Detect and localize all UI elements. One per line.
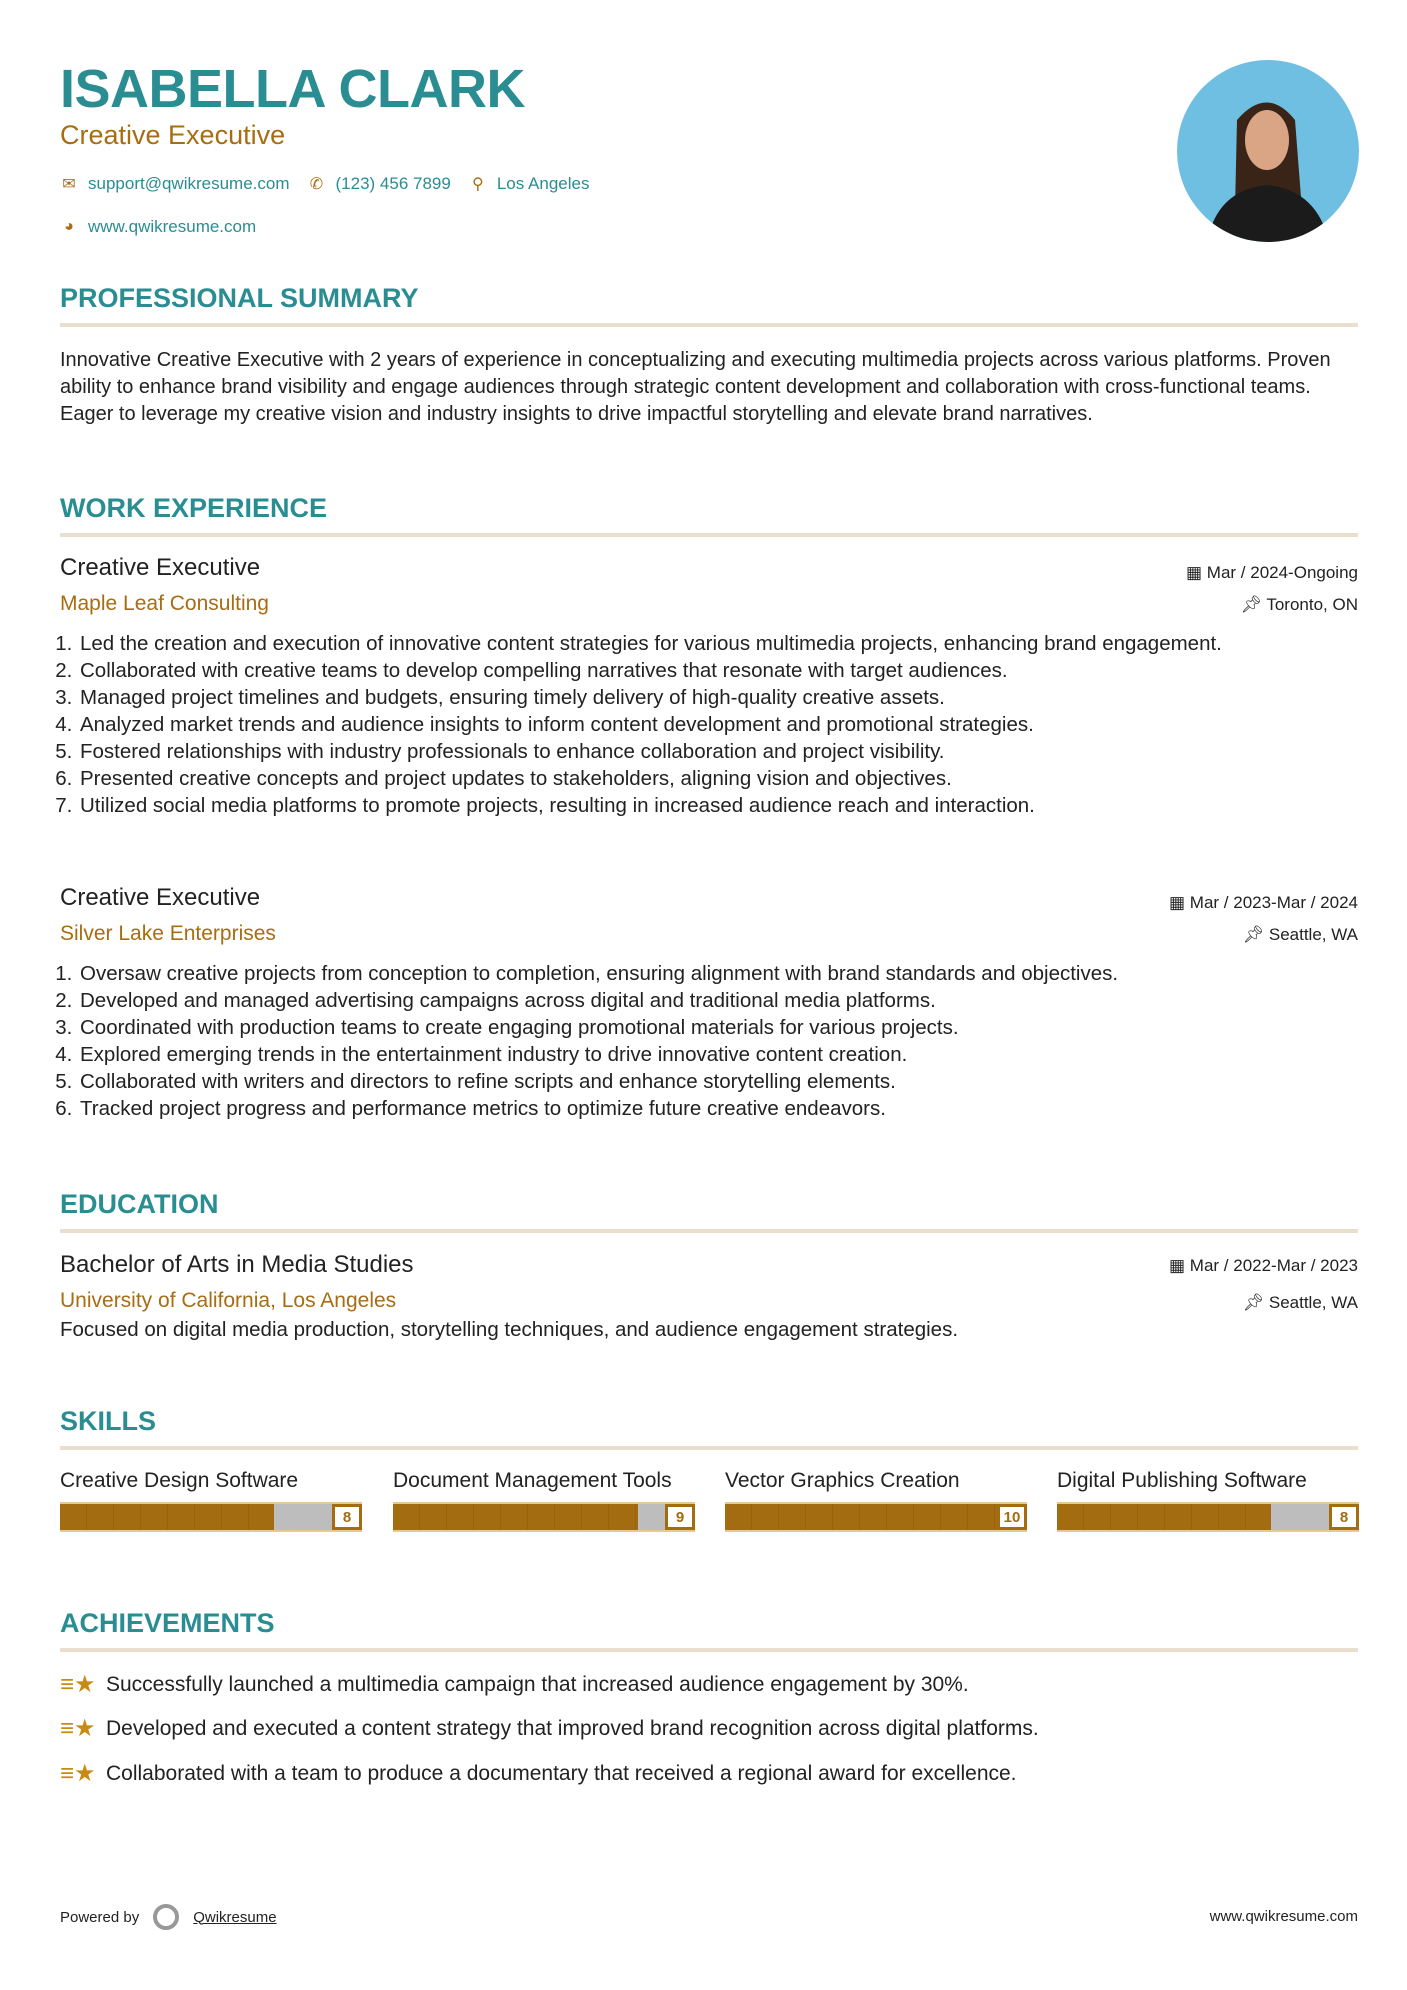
skill-item (1057, 1467, 1359, 1532)
star-icon: ≡★ (60, 1715, 96, 1742)
website-row (60, 217, 256, 237)
skill-bar (725, 1502, 1027, 1532)
bullet: 1. Led the creation and execution of innovative content strategies for various multimedia projects, enhancing brand engagement. (78, 630, 1350, 657)
calendar-icon: ▦ (1186, 563, 1207, 582)
achievement-item (60, 1714, 1039, 1743)
summary-text: Innovative Creative Executive with 2 years of experience in conceptualizing and executing multimedia projects across various platforms. Proven ability to enhance brand visibility and engage audiences through strategic content development and collaboration with cross-functional teams. Eager to leverage my creative vision and industry insights to drive impactful storytelling and elevate brand narratives. (60, 349, 1331, 425)
skill-level: 8 (1329, 1504, 1359, 1530)
calendar-icon: ▦ (1169, 893, 1190, 912)
job-date: ▦ Mar / 2023-Mar / 2024 (1169, 893, 1358, 912)
bullet: 3. Coordinated with production teams to create engaging promotional materials for various projects. (78, 1014, 1350, 1041)
qwikresume-link[interactable]: Qwikresume (193, 1908, 277, 1926)
pin-icon: 📌︎ (1242, 925, 1269, 944)
bullet: 5. Collaborated with writers and directors to refine scripts and enhance storytelling elements. (78, 1068, 1350, 1095)
candidate-name: ISABELLA CLARK (60, 59, 525, 119)
education-heading: EDUCATION (60, 1189, 219, 1219)
bullet: 2. Developed and managed advertising campaigns across digital and traditional media platforms. (78, 987, 1350, 1014)
summary-heading: PROFESSIONAL SUMMARY (60, 283, 419, 313)
location-text: Los Angeles (496, 174, 590, 193)
skill-name: Vector Graphics Creation (725, 1469, 960, 1492)
job-title: Creative Executive (60, 884, 261, 911)
divider (60, 1229, 1358, 1233)
divider (60, 1446, 1358, 1450)
company-name: Maple Leaf Consulting (60, 592, 269, 615)
skill-item (60, 1467, 362, 1532)
skills-heading: SKILLS (60, 1406, 157, 1436)
work-heading: WORK EXPERIENCE (60, 493, 328, 523)
divider (60, 323, 1358, 327)
candidate-title: Creative Executive (60, 120, 286, 150)
skill-bar (60, 1502, 362, 1532)
education-location: 📌︎ Seattle, WA (1242, 1293, 1358, 1312)
education-description: Focused on digital media production, storytelling techniques, and audience engagement strategies. (60, 1318, 959, 1341)
divider (60, 533, 1358, 537)
achievement-item (60, 1670, 969, 1699)
qwikresume-logo-icon (153, 1904, 179, 1930)
profile-photo (1177, 60, 1359, 242)
job-location: 📌︎ Toronto, ON (1240, 595, 1358, 614)
phone-text: (123) 456 7899 (335, 174, 451, 193)
education-date: ▦ Mar / 2022-Mar / 2023 (1169, 1256, 1358, 1275)
skill-level: 10 (997, 1504, 1027, 1530)
location-pin-icon: ⚲ (471, 176, 484, 193)
star-icon: ≡★ (60, 1671, 96, 1698)
skill-name: Document Management Tools (393, 1469, 672, 1492)
company-name: Silver Lake Enterprises (60, 922, 276, 945)
star-icon: ≡★ (60, 1760, 96, 1787)
bullet: 6. Presented creative concepts and project updates to stakeholders, aligning vision and objectives. (78, 765, 1350, 792)
school-name: University of California, Los Angeles (60, 1289, 397, 1312)
bullet: 1. Oversaw creative projects from conception to completion, ensuring alignment with brand standards and objectives. (78, 960, 1350, 987)
skill-item (393, 1467, 695, 1532)
achievement-text: Developed and executed a content strategy that improved brand recognition across digital platforms. (106, 1716, 1039, 1740)
pin-icon: 📌︎ (1240, 595, 1267, 614)
bullet: 5. Fostered relationships with industry professionals to enhance collaboration and project visibility. (78, 738, 1350, 765)
skill-bar (393, 1502, 695, 1532)
website-link[interactable]: www.qwikresume.com (88, 217, 257, 236)
achievement-text: Collaborated with a team to produce a documentary that received a regional award for excellence. (106, 1761, 1017, 1785)
job-bullets (60, 960, 1350, 1122)
phone-icon: ✆ (309, 176, 324, 193)
achievements-heading: ACHIEVEMENTS (60, 1608, 275, 1638)
skill-name: Creative Design Software (60, 1469, 299, 1492)
bullet: 4. Explored emerging trends in the entertainment industry to drive innovative content creation. (78, 1041, 1350, 1068)
skill-level: 9 (665, 1504, 695, 1530)
job-date: ▦ Mar / 2024-Ongoing (1186, 563, 1358, 582)
email-link[interactable]: support@qwikresume.com (88, 174, 290, 193)
skill-item (725, 1467, 1027, 1532)
bullet: 4. Analyzed market trends and audience insights to inform content development and promotional strategies. (78, 711, 1350, 738)
pin-icon: 📌︎ (1242, 1293, 1269, 1312)
powered-by-label: Powered by (60, 1908, 140, 1926)
bullet: 7. Utilized social media platforms to promote projects, resulting in increased audience reach and interaction. (78, 792, 1350, 819)
calendar-icon: ▦ (1169, 1256, 1190, 1275)
achievement-item (60, 1759, 1017, 1788)
job-location: 📌︎ Seattle, WA (1242, 925, 1358, 944)
job-bullets (60, 630, 1350, 819)
skill-level: 8 (332, 1504, 362, 1530)
degree: Bachelor of Arts in Media Studies (60, 1251, 414, 1278)
achievement-text: Successfully launched a multimedia campaign that increased audience engagement by 30%. (106, 1672, 969, 1696)
email-icon: ✉ (62, 176, 76, 193)
divider (60, 1648, 1358, 1652)
footer-powered (60, 1904, 277, 1930)
skill-bar (1057, 1502, 1359, 1532)
skill-name: Digital Publishing Software (1057, 1469, 1307, 1492)
globe-icon: ◕ (64, 218, 74, 235)
bullet: 6. Tracked project progress and performance metrics to optimize future creative endeavors. (78, 1095, 1350, 1122)
footer-website[interactable]: www.qwikresume.com (1209, 1908, 1358, 1925)
job-title: Creative Executive (60, 554, 261, 581)
bullet: 2. Collaborated with creative teams to develop compelling narratives that resonate with target audiences. (78, 657, 1350, 684)
bullet: 3. Managed project timelines and budgets, ensuring timely delivery of high-quality creative assets. (78, 684, 1350, 711)
contact-row (60, 174, 589, 194)
